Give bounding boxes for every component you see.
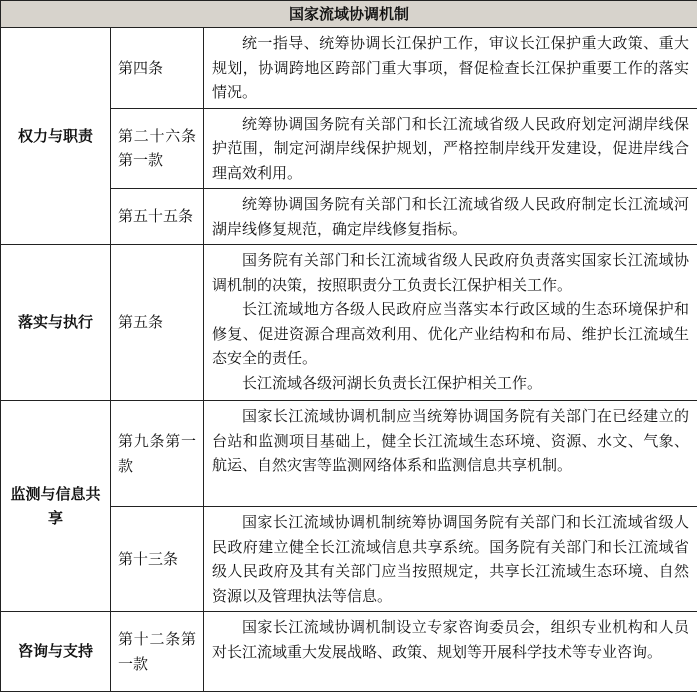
content-cell [204, 401, 697, 507]
article-cell: 第五条 [111, 245, 204, 401]
content-cell [204, 108, 697, 189]
table-title: 国家流域协调机制 [1, 1, 697, 28]
article-cell: 第九条第一款 [111, 401, 204, 507]
content-cell [204, 245, 697, 401]
article-cell: 第二十六条第一款 [111, 108, 204, 189]
content-paragraph: 统筹协调国务院有关部门和长江流域省级人民政府制定长江流域河湖岸线修复规范，确定岸线修复指标。 [212, 192, 689, 241]
content-cell [204, 507, 697, 612]
content-cell [204, 612, 697, 692]
table-row [1, 245, 697, 401]
content-paragraph: 国家长江流域协调机制应当统筹协调国务院有关部门在已经建立的台站和监测项目基础上，健全长江流域生态环境、资源、水文、气象、航运、自然灾害等监测网络体系和监测信息共享机制。 [212, 404, 689, 478]
content-paragraph: 国家长江流域协调机制设立专家咨询委员会，组织专业机构和人员对长江流域重大发展战略、政策、规划等开展科学技术等专业咨询。 [212, 615, 689, 664]
title-row [1, 1, 697, 28]
content-paragraph: 长江流域各级河湖长负责长江保护相关工作。 [212, 371, 689, 396]
article-cell: 第五十五条 [111, 189, 204, 245]
content-cell [204, 189, 697, 245]
article-cell: 第十二条第一款 [111, 612, 204, 692]
content-paragraph: 长江流域地方各级人民政府应当落实本行政区域的生态环境保护和修复、促进资源合理高效利用、优化产业结构和布局、维护长江流域生态安全的责任。 [212, 297, 689, 371]
category-cell: 落实与执行 [1, 245, 111, 401]
table-row [1, 612, 697, 692]
category-cell: 权力与职责 [1, 28, 111, 245]
content-paragraph: 统一指导、统筹协调长江保护工作，审议长江保护重大政策、重大规划，协调跨地区跨部门重大事项，督促检查长江保护重要工作的落实情况。 [212, 31, 689, 105]
article-cell: 第十三条 [111, 507, 204, 612]
content-paragraph: 国务院有关部门和长江流域省级人民政府负责落实国家长江流域协调机制的决策，按照职责分工负责长江保护相关工作。 [212, 248, 689, 297]
article-cell: 第四条 [111, 28, 204, 109]
category-cell: 监测与信息共享 [1, 401, 111, 612]
category-cell: 咨询与支持 [1, 612, 111, 692]
table-row [1, 401, 697, 507]
content-paragraph: 国家长江流域协调机制统筹协调国务院有关部门和长江流域省级人民政府建立健全长江流域信息共享系统。国务院有关部门和长江流域省级人民政府及其有关部门应当按照规定，共享长江流域生态环境、自然资源以及管理执法等信息。 [212, 510, 689, 608]
table-row [1, 28, 697, 109]
content-paragraph: 统筹协调国务院有关部门和长江流域省级人民政府划定河湖岸线保护范围，制定河湖岸线保护规划，严格控制岸线开发建设，促进岸线合理高效利用。 [212, 112, 689, 186]
content-cell [204, 28, 697, 109]
